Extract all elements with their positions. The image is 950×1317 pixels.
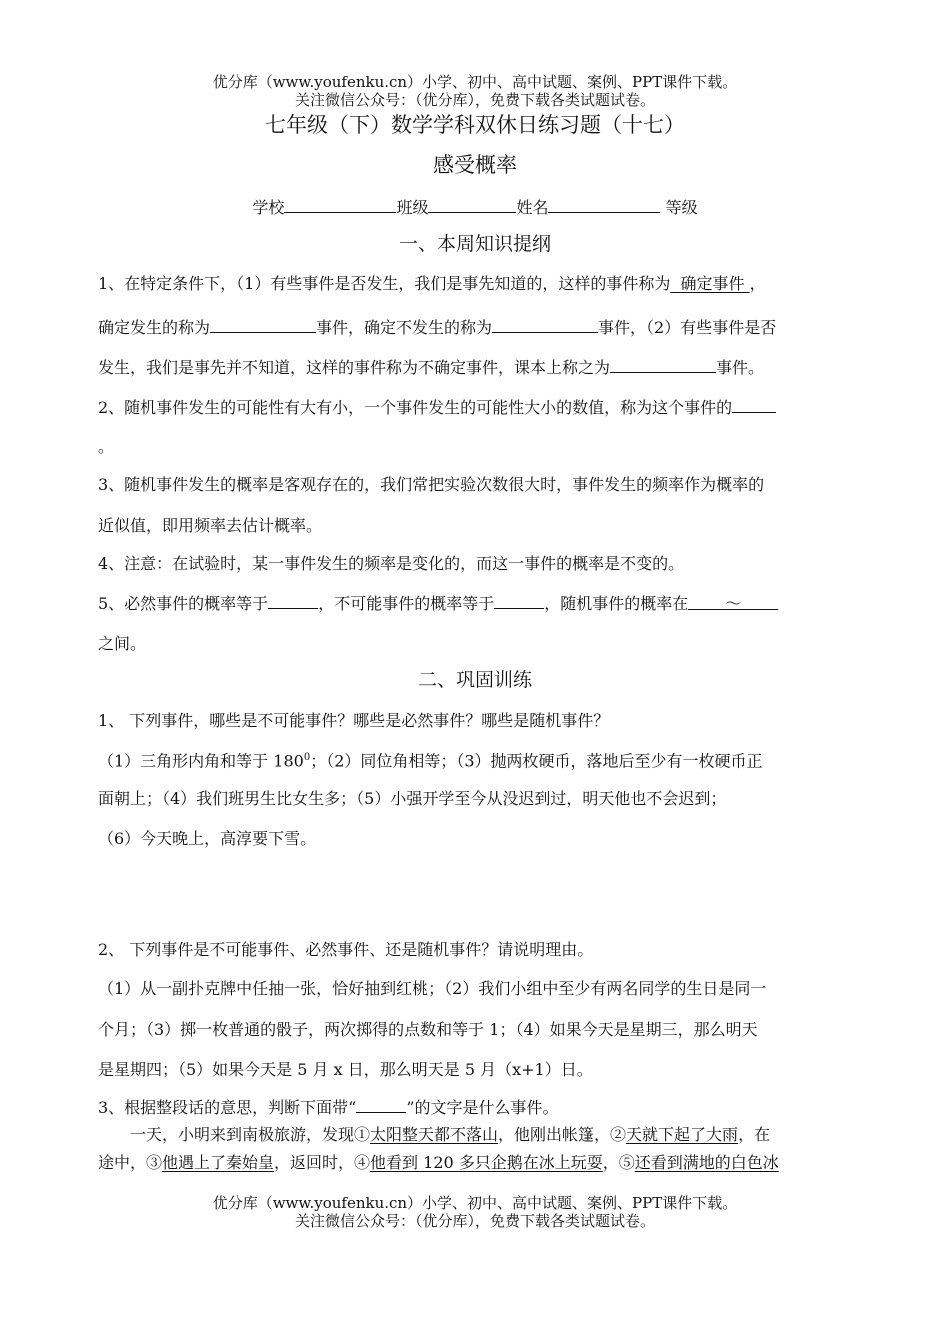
q3-text-b: ”的文字是什么事件。 — [406, 1098, 559, 1117]
footer-line-2: 关注微信公众号：（优分库），免费下载各类试题试卷。 — [294, 1212, 655, 1230]
section-1-heading: 一、本周知识提纲 — [398, 233, 551, 255]
blank-random-event[interactable] — [610, 357, 716, 373]
blank-certain-event[interactable] — [210, 317, 316, 333]
q3-p2-text-c: ，⑤ — [602, 1153, 635, 1172]
class-blank[interactable] — [428, 197, 516, 213]
item-1-text-b1: 确定发生的称为 — [98, 318, 211, 337]
q3-para-line-1 — [130, 1125, 770, 1145]
item-1-text-b2: 事件，确定不发生的称为 — [316, 318, 493, 337]
item-2-text: 2、随机事件发生的可能性有大有小，一个事件发生的可能性大小的数值，称为这个事件的 — [98, 398, 733, 417]
item-1-text-c1: 发生，我们是事先并不知道，这样的事件称为不确定事件，课本上称之为 — [98, 358, 611, 377]
q2-line-3: 是星期四；（5）如果今天是 5 月 x 日，那么明天是 5 月（x+1）日。 — [98, 1060, 593, 1079]
degree-sup: 0 — [303, 752, 311, 763]
item-4: 4、注意：在试验时，某一事件发生的频率是变化的，而这一事件的概率是不变的。 — [98, 554, 685, 573]
section-2-heading: 二、巩固训练 — [417, 669, 532, 691]
item-2-line-1 — [98, 397, 776, 418]
q3-p2-text-b: ，返回时，④ — [274, 1153, 371, 1172]
event-5-text: 还看到满地的白色冰 — [634, 1153, 779, 1172]
info-line — [0, 197, 950, 218]
item-5-line-1 — [98, 593, 778, 614]
item-1-line-2 — [98, 317, 776, 338]
item-1-text-a: 1、在特定条件下，（1）有些事件是否发生，我们是事先知道的，这样的事件称为 — [98, 274, 671, 293]
q3-p1-text-b: ，他刚出帐篷，② — [498, 1125, 627, 1144]
item-3-line-1: 3、随机事件发生的概率是客观存在的，我们常把实验次数很大时，事件发生的频率作为概率的 — [98, 475, 765, 494]
item-1-text-c2: 事件。 — [716, 358, 765, 377]
blank-random-range[interactable] — [688, 594, 778, 613]
blank-impossible-event[interactable] — [492, 317, 598, 333]
event-3-text: 他遇上了秦始皇 — [162, 1153, 275, 1172]
item-5-text-3: ，随机事件的概率在 — [544, 594, 689, 613]
event-1-text: 太阳整天都不落山 — [370, 1125, 499, 1144]
q3-p2-text-a: 途中，③ — [98, 1153, 163, 1172]
q3-text-a: 3、根据整段话的意思，判断下面带“ — [98, 1098, 357, 1117]
name-label: 姓名 — [516, 198, 549, 217]
blank-certain-prob[interactable] — [268, 593, 318, 609]
item-2-end: 。 — [98, 437, 115, 456]
blank-probability[interactable] — [732, 397, 776, 413]
school-blank[interactable] — [284, 197, 396, 213]
footer-line-1: 优分库（www.youfenku.cn）小学、初中、高中试题、案例、PPT课件下载。 — [212, 1194, 738, 1212]
grade-label: 等级 — [665, 198, 698, 217]
q3-para-line-2 — [98, 1153, 779, 1173]
answer-text: 确定事件 — [680, 274, 745, 293]
q3-underline-sample — [356, 1097, 406, 1113]
q2-line-2: 个月；（3）掷一枚普通的骰子，两次掷得的点数和等于 1；（4）如果今天是星期三，那么明天 — [98, 1020, 758, 1039]
event-2-text: 天就下起了大雨 — [626, 1125, 739, 1144]
q1-line-2: 面朝上；（4）我们班男生比女生多；（5）小强开学至今从没迟到过，明天他也不会迟到； — [98, 789, 727, 808]
event-4-text: 他看到 120 多只企鹅在冰上玩耍 — [370, 1153, 603, 1172]
item-1-comma: ， — [749, 274, 766, 293]
q3-stem — [98, 1097, 559, 1118]
q3-p1-text-a: 一天，小明来到南极旅游，发现① — [130, 1125, 371, 1144]
item-1-line-1 — [98, 274, 766, 294]
class-label: 班级 — [396, 198, 429, 217]
name-blank[interactable] — [548, 197, 660, 213]
answer-deterministic-event — [670, 274, 749, 293]
header-line-1: 优分库（www.youfenku.cn）小学、初中、高中试题、案例、PPT课件下载。 — [212, 73, 738, 91]
school-label: 学校 — [252, 198, 285, 217]
q1-line-1 — [98, 748, 763, 771]
blank-impossible-prob[interactable] — [494, 593, 544, 609]
item-1-text-b3: 事件，（2）有些事件是否 — [598, 318, 777, 337]
q1-line-3: （6）今天晚上，高淳要下雪。 — [98, 829, 317, 848]
header-line-2: 关注微信公众号：（优分库），免费下载各类试题试卷。 — [294, 91, 655, 109]
item-5-text-2: ，不可能事件的概率等于 — [318, 594, 495, 613]
q3-p1-text-c: ，在 — [738, 1125, 771, 1144]
item-3-line-2: 近似值，即用频率去估计概率。 — [98, 516, 323, 535]
q1-text-a: （1）三角形内角和等于 180 — [98, 751, 304, 771]
item-5-text-1: 5、必然事件的概率等于 — [98, 594, 269, 613]
page-subtitle: 感受概率 — [433, 153, 517, 177]
item-1-line-3 — [98, 357, 764, 378]
q2-stem: 2、 下列事件是不可能事件、必然事件、还是随机事件？请说明理由。 — [98, 940, 594, 959]
q2-line-1: （1）从一副扑克牌中任抽一张，恰好抽到红桃；（2）我们小组中至少有两名同学的生日是同一 — [98, 979, 767, 998]
q1-text-b: ；（2）同位角相等；（3）抛两枚硬币，落地后至少有一枚硬币正 — [310, 751, 763, 771]
item-5-line-2: 之间。 — [98, 634, 147, 653]
page-title: 七年级（下）数学学科双休日练习题（十七） — [265, 113, 685, 137]
q1-stem: 1、 下列事件，哪些是不可能事件？哪些是必然事件？哪些是随机事件？ — [98, 711, 610, 730]
tilde-symbol: ～ — [725, 594, 742, 613]
